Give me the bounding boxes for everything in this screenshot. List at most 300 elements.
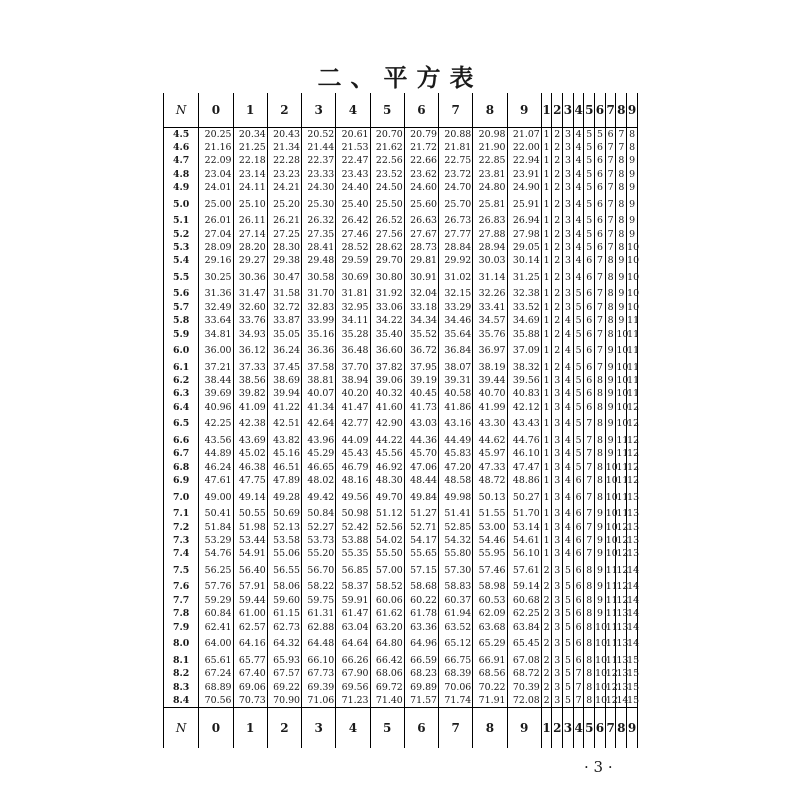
square-value: 25.20 xyxy=(267,194,301,214)
difference-value: 10 xyxy=(627,268,638,288)
difference-value: 9 xyxy=(595,507,606,520)
table-row xyxy=(164,374,638,387)
row-n-value: 7.4 xyxy=(164,547,199,560)
square-value: 28.62 xyxy=(370,241,404,254)
row-n-value: 7.1 xyxy=(164,507,199,520)
table-row xyxy=(164,488,638,508)
difference-value: 8 xyxy=(595,414,606,434)
difference-value: 5 xyxy=(563,694,574,708)
difference-value: 4 xyxy=(573,214,584,227)
difference-value: 3 xyxy=(552,694,563,708)
difference-value: 6 xyxy=(573,474,584,487)
table-row xyxy=(164,634,638,654)
footer-n-label: N xyxy=(164,708,199,749)
table-row xyxy=(164,681,638,694)
square-value: 58.06 xyxy=(267,580,301,593)
difference-value: 5 xyxy=(584,228,595,241)
square-value: 35.64 xyxy=(439,328,473,341)
difference-value: 8 xyxy=(584,634,595,654)
square-value: 22.94 xyxy=(507,154,541,167)
header-col-7: 7 xyxy=(439,93,473,128)
square-value: 33.76 xyxy=(233,314,267,327)
difference-value: 7 xyxy=(605,214,616,227)
square-value: 38.69 xyxy=(267,374,301,387)
square-value: 38.07 xyxy=(439,361,473,374)
difference-value: 8 xyxy=(616,168,627,181)
square-value: 38.94 xyxy=(336,374,370,387)
square-value: 32.95 xyxy=(336,301,370,314)
difference-value: 1 xyxy=(541,547,552,560)
difference-value: 10 xyxy=(595,621,608,633)
row-n-value: 5.5 xyxy=(164,268,199,288)
difference-value: 10 xyxy=(605,508,618,520)
square-value: 63.84 xyxy=(507,621,541,634)
square-value: 21.44 xyxy=(302,141,336,154)
square-value: 61.31 xyxy=(302,607,336,620)
square-value: 42.38 xyxy=(233,414,267,434)
square-value: 37.21 xyxy=(199,361,233,374)
difference-value: 8 xyxy=(595,461,606,474)
difference-value: 4 xyxy=(563,401,574,414)
difference-value: 4 xyxy=(563,521,574,534)
difference-value: 2 xyxy=(552,214,563,227)
square-value: 56.40 xyxy=(233,561,267,581)
difference-value: 5 xyxy=(573,434,584,447)
square-value: 54.02 xyxy=(370,534,404,547)
difference-value: 11 xyxy=(627,315,640,327)
square-value: 25.81 xyxy=(473,194,507,214)
square-value: 28.20 xyxy=(233,241,267,254)
header-diff-col-3: 3 xyxy=(563,93,574,128)
difference-value: 9 xyxy=(616,268,627,288)
difference-value: 14 xyxy=(627,594,640,606)
square-value: 43.96 xyxy=(302,434,336,447)
difference-value: 8 xyxy=(627,141,638,154)
square-value: 25.40 xyxy=(336,194,370,214)
table-row xyxy=(164,214,638,227)
difference-value: 7 xyxy=(573,681,584,694)
difference-value: 6 xyxy=(584,328,595,341)
square-value: 26.63 xyxy=(404,214,438,227)
square-value: 58.83 xyxy=(439,580,473,593)
difference-value: 8 xyxy=(605,328,616,341)
square-value: 55.06 xyxy=(267,547,301,560)
square-value: 64.00 xyxy=(199,634,233,654)
header-col-5: 5 xyxy=(370,93,404,128)
header-diff-col-8: 8 xyxy=(616,93,627,128)
square-value: 21.16 xyxy=(199,141,233,154)
square-value: 26.52 xyxy=(370,214,404,227)
square-value: 34.11 xyxy=(336,314,370,327)
difference-value: 9 xyxy=(627,181,638,194)
difference-value: 3 xyxy=(563,228,574,241)
difference-value: 4 xyxy=(573,168,584,181)
difference-value: 9 xyxy=(595,561,606,581)
difference-value: 1 xyxy=(541,241,552,254)
difference-value: 12 xyxy=(627,475,640,487)
header-col-8: 8 xyxy=(473,93,507,128)
square-value: 21.81 xyxy=(439,141,473,154)
difference-value: 8 xyxy=(595,488,606,508)
square-value: 40.58 xyxy=(439,387,473,400)
square-value: 38.32 xyxy=(507,361,541,374)
table-row xyxy=(164,547,638,560)
square-value: 27.77 xyxy=(439,228,473,241)
square-value: 22.47 xyxy=(336,154,370,167)
square-value: 68.72 xyxy=(507,667,541,680)
difference-value: 11 xyxy=(605,581,618,593)
square-value: 62.88 xyxy=(302,621,336,634)
difference-value: 12 xyxy=(627,434,640,446)
row-n-value: 6.9 xyxy=(164,474,199,487)
square-value: 52.27 xyxy=(302,521,336,534)
square-value: 31.25 xyxy=(507,268,541,288)
square-value: 38.19 xyxy=(473,361,507,374)
difference-value: 7 xyxy=(584,447,595,460)
square-value: 55.50 xyxy=(370,547,404,560)
row-n-value: 8.2 xyxy=(164,667,199,680)
square-value: 55.20 xyxy=(302,547,336,560)
square-value: 70.39 xyxy=(507,681,541,694)
square-value: 22.28 xyxy=(267,154,301,167)
square-value: 45.29 xyxy=(302,447,336,460)
square-value: 48.72 xyxy=(473,474,507,487)
square-value: 37.45 xyxy=(267,361,301,374)
square-value: 47.61 xyxy=(199,474,233,487)
difference-value: 8 xyxy=(595,447,606,460)
square-value: 54.17 xyxy=(404,534,438,547)
square-value: 36.36 xyxy=(302,341,336,361)
square-value: 32.04 xyxy=(404,287,438,300)
difference-value: 1 xyxy=(541,181,552,194)
footer-col-3: 3 xyxy=(302,708,336,749)
difference-value: 11 xyxy=(616,508,629,520)
footer-col-5: 5 xyxy=(370,708,404,749)
table-row xyxy=(164,328,638,341)
difference-value: 6 xyxy=(595,154,606,167)
difference-value: 9 xyxy=(595,534,606,547)
square-value: 28.52 xyxy=(336,241,370,254)
square-value: 27.56 xyxy=(370,228,404,241)
difference-value: 1 xyxy=(541,128,552,141)
difference-value: 1 xyxy=(541,314,552,327)
footer-col-9: 9 xyxy=(507,708,541,749)
difference-value: 5 xyxy=(573,301,584,314)
square-value: 41.99 xyxy=(473,401,507,414)
difference-value: 6 xyxy=(584,401,595,414)
difference-value: 1 xyxy=(541,214,552,227)
difference-value: 8 xyxy=(584,654,595,667)
square-value: 66.75 xyxy=(439,654,473,667)
square-value: 22.85 xyxy=(473,154,507,167)
square-value: 69.39 xyxy=(302,681,336,694)
square-value: 36.97 xyxy=(473,341,507,361)
square-value: 53.00 xyxy=(473,521,507,534)
difference-value: 4 xyxy=(563,328,574,341)
row-n-value: 7.5 xyxy=(164,561,199,581)
difference-value: 10 xyxy=(616,328,629,340)
square-value: 24.80 xyxy=(473,181,507,194)
difference-value: 14 xyxy=(627,621,640,633)
square-value: 25.91 xyxy=(507,194,541,214)
page-title: 二、平方表 xyxy=(317,64,483,92)
header-col-2: 2 xyxy=(267,93,301,128)
square-value: 35.05 xyxy=(267,328,301,341)
square-value: 50.41 xyxy=(199,507,233,520)
difference-value: 3 xyxy=(552,374,563,387)
table-row xyxy=(164,621,638,634)
difference-value: 4 xyxy=(563,341,574,361)
square-value: 47.06 xyxy=(404,461,438,474)
square-value: 54.91 xyxy=(233,547,267,560)
square-value: 29.70 xyxy=(370,254,404,267)
difference-value: 2 xyxy=(552,301,563,314)
difference-value: 2 xyxy=(552,181,563,194)
square-value: 48.30 xyxy=(370,474,404,487)
square-value: 20.25 xyxy=(199,128,233,141)
square-value: 22.37 xyxy=(302,154,336,167)
square-value: 43.03 xyxy=(404,414,438,434)
square-value: 68.23 xyxy=(404,667,438,680)
row-n-value: 6.5 xyxy=(164,414,199,434)
difference-value: 1 xyxy=(541,228,552,241)
row-n-value: 7.8 xyxy=(164,607,199,620)
footer-diff-col-4: 4 xyxy=(573,708,584,749)
square-value: 69.89 xyxy=(404,681,438,694)
difference-value: 4 xyxy=(563,361,574,374)
square-value: 49.70 xyxy=(370,488,404,508)
square-value: 37.70 xyxy=(336,361,370,374)
difference-value: 1 xyxy=(541,461,552,474)
square-value: 57.91 xyxy=(233,580,267,593)
square-value: 23.33 xyxy=(302,168,336,181)
difference-value: 4 xyxy=(563,534,574,547)
difference-value: 8 xyxy=(605,254,616,267)
square-value: 22.09 xyxy=(199,154,233,167)
square-value: 31.58 xyxy=(267,287,301,300)
difference-value: 15 xyxy=(627,668,640,680)
difference-value: 5 xyxy=(563,621,574,634)
square-value: 70.06 xyxy=(439,681,473,694)
difference-value: 3 xyxy=(552,461,563,474)
difference-value: 12 xyxy=(616,534,629,546)
square-value: 39.82 xyxy=(233,387,267,400)
difference-value: 14 xyxy=(627,561,638,581)
square-value: 68.06 xyxy=(370,667,404,680)
square-value: 49.00 xyxy=(199,488,233,508)
square-value: 30.25 xyxy=(199,268,233,288)
table-header-row xyxy=(164,93,638,128)
difference-value: 6 xyxy=(595,241,606,254)
difference-value: 3 xyxy=(552,561,563,581)
difference-value: 8 xyxy=(584,561,595,581)
table-row xyxy=(164,268,638,288)
square-value: 37.09 xyxy=(507,341,541,361)
square-value: 40.07 xyxy=(302,387,336,400)
difference-value: 10 xyxy=(605,461,618,473)
square-value: 46.92 xyxy=(370,461,404,474)
difference-value: 12 xyxy=(616,521,629,533)
square-value: 39.94 xyxy=(267,387,301,400)
square-value: 50.13 xyxy=(473,488,507,508)
square-value: 68.89 xyxy=(199,681,233,694)
square-value: 44.62 xyxy=(473,434,507,447)
difference-value: 12 xyxy=(627,461,640,473)
square-value: 26.94 xyxy=(507,214,541,227)
square-value: 25.00 xyxy=(199,194,233,214)
difference-value: 1 xyxy=(541,154,552,167)
square-value: 39.19 xyxy=(404,374,438,387)
square-value: 39.44 xyxy=(473,374,507,387)
square-value: 32.49 xyxy=(199,301,233,314)
difference-value: 6 xyxy=(584,287,595,300)
difference-value: 3 xyxy=(563,287,574,300)
square-value: 29.38 xyxy=(267,254,301,267)
square-value: 44.76 xyxy=(507,434,541,447)
square-value: 24.70 xyxy=(439,181,473,194)
square-value: 37.33 xyxy=(233,361,267,374)
square-value: 20.52 xyxy=(302,128,336,141)
square-value: 55.95 xyxy=(473,547,507,560)
square-value: 20.34 xyxy=(233,128,267,141)
footer-diff-col-2: 2 xyxy=(552,708,563,749)
difference-value: 8 xyxy=(616,241,627,254)
row-n-value: 8.1 xyxy=(164,654,199,667)
square-value: 57.15 xyxy=(404,561,438,581)
difference-value: 8 xyxy=(616,228,627,241)
square-value: 41.60 xyxy=(370,401,404,414)
difference-value: 11 xyxy=(627,388,640,400)
difference-value: 7 xyxy=(584,507,595,520)
square-value: 42.77 xyxy=(336,414,370,434)
table-row xyxy=(164,521,638,534)
difference-value: 9 xyxy=(595,594,606,607)
difference-value: 1 xyxy=(541,387,552,400)
row-n-value: 6.0 xyxy=(164,341,199,361)
difference-value: 14 xyxy=(627,608,640,620)
difference-value: 10 xyxy=(605,488,616,508)
square-value: 39.56 xyxy=(507,374,541,387)
square-value: 64.80 xyxy=(370,634,404,654)
square-value: 49.28 xyxy=(267,488,301,508)
difference-value: 10 xyxy=(627,241,640,253)
table-row xyxy=(164,287,638,300)
square-value: 50.69 xyxy=(267,507,301,520)
square-value: 26.73 xyxy=(439,214,473,227)
row-n-value: 8.4 xyxy=(164,694,199,708)
difference-value: 2 xyxy=(552,314,563,327)
difference-value: 2 xyxy=(552,228,563,241)
square-value: 60.68 xyxy=(507,594,541,607)
square-value: 43.30 xyxy=(473,414,507,434)
row-n-value: 7.2 xyxy=(164,521,199,534)
square-value: 47.20 xyxy=(439,461,473,474)
square-value: 61.15 xyxy=(267,607,301,620)
square-value: 41.73 xyxy=(404,401,438,414)
table-row xyxy=(164,387,638,400)
square-value: 62.09 xyxy=(473,607,507,620)
square-value: 50.55 xyxy=(233,507,267,520)
square-value: 62.73 xyxy=(267,621,301,634)
difference-value: 2 xyxy=(541,694,552,708)
square-value: 25.10 xyxy=(233,194,267,214)
difference-value: 8 xyxy=(584,667,595,680)
square-value: 24.50 xyxy=(370,181,404,194)
difference-value: 4 xyxy=(573,128,584,141)
difference-value: 7 xyxy=(605,181,616,194)
difference-value: 7 xyxy=(584,488,595,508)
square-value: 36.24 xyxy=(267,341,301,361)
difference-value: 12 xyxy=(605,668,618,680)
header-diff-col-5: 5 xyxy=(584,93,595,128)
difference-value: 7 xyxy=(616,128,627,141)
difference-value: 9 xyxy=(605,447,616,460)
square-value: 23.14 xyxy=(233,168,267,181)
square-value: 64.96 xyxy=(404,634,438,654)
difference-value: 4 xyxy=(563,447,574,460)
square-value: 66.10 xyxy=(302,654,336,667)
square-value: 24.60 xyxy=(404,181,438,194)
difference-value: 2 xyxy=(552,154,563,167)
difference-value: 12 xyxy=(616,548,629,560)
difference-value: 8 xyxy=(584,694,595,708)
square-value: 29.16 xyxy=(199,254,233,267)
square-value: 41.86 xyxy=(439,401,473,414)
square-value: 41.09 xyxy=(233,401,267,414)
row-n-value: 5.0 xyxy=(164,194,199,214)
square-value: 22.18 xyxy=(233,154,267,167)
square-value: 23.52 xyxy=(370,168,404,181)
difference-value: 9 xyxy=(616,314,627,327)
table-row xyxy=(164,667,638,680)
square-value: 52.42 xyxy=(336,521,370,534)
footer-diff-col-3: 3 xyxy=(563,708,574,749)
square-value: 67.08 xyxy=(507,654,541,667)
square-value: 56.70 xyxy=(302,561,336,581)
square-value: 27.88 xyxy=(473,228,507,241)
header-diff-col-7: 7 xyxy=(605,93,616,128)
difference-value: 3 xyxy=(552,414,563,434)
square-value: 68.56 xyxy=(473,667,507,680)
difference-value: 9 xyxy=(605,414,616,434)
difference-value: 2 xyxy=(541,667,552,680)
square-value: 25.30 xyxy=(302,194,336,214)
square-value: 62.57 xyxy=(233,621,267,634)
square-value: 35.40 xyxy=(370,328,404,341)
difference-value: 1 xyxy=(541,434,552,447)
difference-value: 5 xyxy=(563,634,574,654)
row-n-value: 7.9 xyxy=(164,621,199,634)
square-value: 45.02 xyxy=(233,447,267,460)
difference-value: 1 xyxy=(541,361,552,374)
difference-value: 13 xyxy=(627,488,638,508)
difference-value: 4 xyxy=(563,314,574,327)
square-value: 56.25 xyxy=(199,561,233,581)
difference-value: 11 xyxy=(616,448,629,460)
difference-value: 1 xyxy=(541,374,552,387)
table-row xyxy=(164,534,638,547)
square-value: 66.59 xyxy=(404,654,438,667)
difference-value: 11 xyxy=(616,461,629,473)
difference-value: 10 xyxy=(616,341,627,361)
footer-diff-col-8: 8 xyxy=(616,708,627,749)
difference-value: 3 xyxy=(563,301,574,314)
square-value: 61.94 xyxy=(439,607,473,620)
square-value: 31.70 xyxy=(302,287,336,300)
difference-value: 1 xyxy=(541,447,552,460)
difference-value: 4 xyxy=(563,474,574,487)
row-n-value: 7.0 xyxy=(164,488,199,508)
